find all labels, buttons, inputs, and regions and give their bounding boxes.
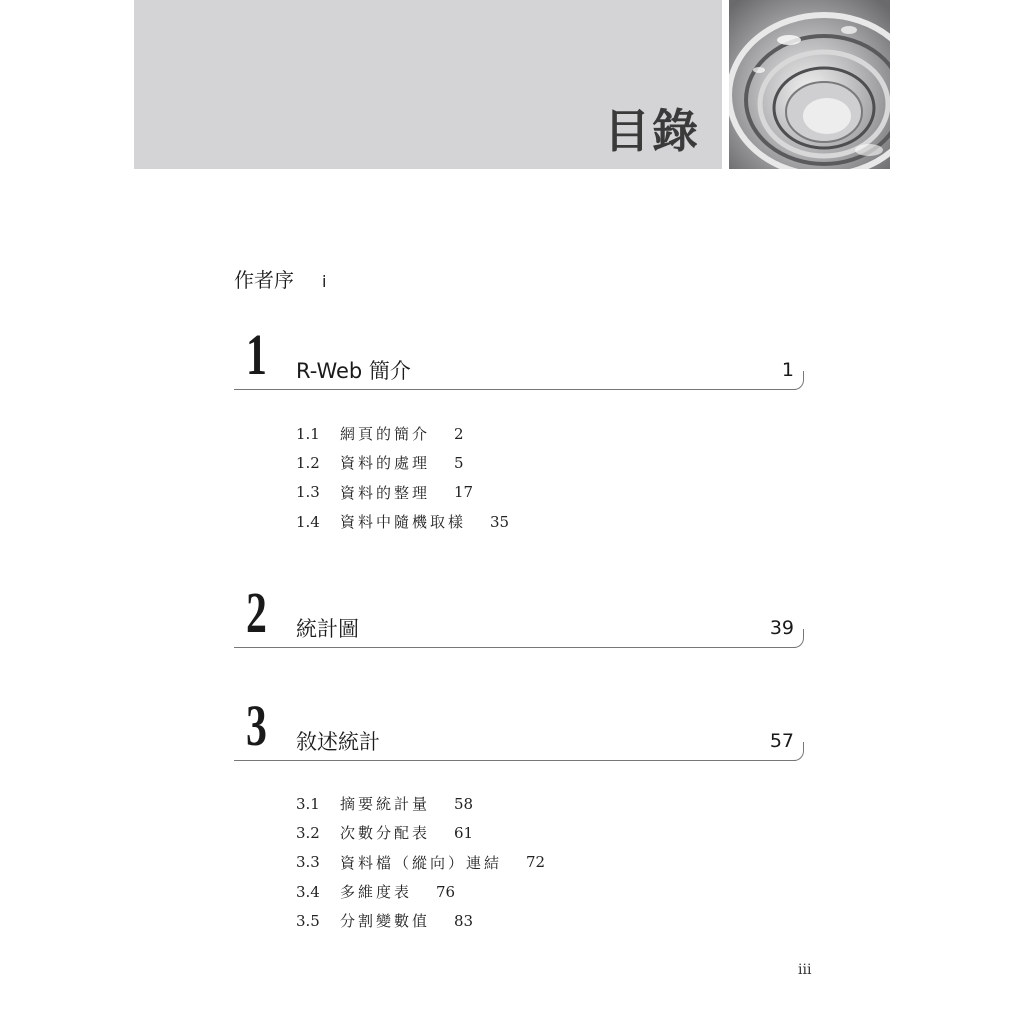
section-number: 1.2	[296, 453, 320, 472]
toc-entry[interactable]	[296, 818, 545, 847]
section-page: 72	[526, 853, 546, 872]
toc-entry[interactable]	[296, 448, 509, 477]
section-page: 58	[454, 794, 474, 813]
toc-entry[interactable]	[296, 789, 545, 818]
toc-preface[interactable]	[234, 264, 326, 293]
glass-bowl-image	[729, 0, 890, 169]
toc-entry[interactable]	[296, 419, 509, 448]
section-number: 1.1	[296, 424, 320, 443]
chapter-rule-curl	[793, 371, 804, 390]
section-title: 網頁的簡介	[340, 425, 431, 444]
section-number: 1.3	[296, 483, 320, 502]
chapter-rule-curl	[793, 629, 804, 648]
section-number: 3.1	[296, 794, 320, 813]
section-number: 3.4	[296, 882, 320, 901]
toc-entry[interactable]	[296, 906, 545, 935]
chapter-rule	[234, 760, 796, 761]
chapter-1-sections	[296, 419, 509, 536]
preface-page: i	[322, 272, 327, 291]
chapter-title: R-Web 簡介	[296, 359, 411, 383]
section-page: 83	[454, 911, 474, 930]
section-page: 35	[490, 512, 510, 531]
chapter-title: 敘述統計	[296, 730, 380, 754]
section-title: 次數分配表	[340, 824, 431, 843]
toc-entry[interactable]	[296, 478, 509, 507]
section-number: 3.3	[296, 853, 320, 872]
section-page: 76	[436, 882, 456, 901]
section-title: 摘要統計量	[340, 795, 431, 814]
toc-entry[interactable]	[296, 877, 545, 906]
preface-title: 作者序	[234, 268, 294, 292]
chapter-page: 57	[769, 730, 794, 752]
chapter-number: 1	[246, 322, 267, 387]
chapter-page: 39	[769, 617, 794, 639]
section-number: 3.2	[296, 823, 320, 842]
page-title: 目錄	[604, 104, 700, 158]
section-title: 資料的處理	[340, 454, 431, 473]
section-page: 17	[454, 483, 474, 502]
section-number: 1.4	[296, 512, 320, 531]
section-title: 資料的整理	[340, 483, 431, 502]
chapter-rule-curl	[793, 742, 804, 761]
chapter-page: 1	[781, 359, 794, 381]
section-page: 61	[454, 823, 474, 842]
chapter-3-heading[interactable]	[234, 693, 804, 761]
toc-entry[interactable]	[296, 507, 509, 536]
header-photo	[729, 0, 890, 169]
chapter-title: 統計圖	[296, 617, 359, 641]
chapter-2-heading[interactable]	[234, 580, 804, 648]
section-title: 分割變數值	[340, 912, 431, 931]
section-page: 5	[454, 453, 464, 472]
section-number: 3.5	[296, 911, 320, 930]
toc-entry[interactable]	[296, 848, 545, 877]
section-title: 資料中隨機取樣	[340, 513, 467, 532]
chapter-rule	[234, 389, 796, 390]
header-banner	[134, 0, 722, 169]
chapter-3-sections	[296, 789, 545, 935]
page-number: iii	[798, 962, 812, 978]
chapter-number: 3	[246, 693, 267, 758]
section-page: 2	[454, 424, 464, 443]
section-title: 資料檔（縱向）連結	[340, 853, 503, 872]
chapter-rule	[234, 647, 796, 648]
section-title: 多維度表	[340, 883, 413, 902]
chapter-number: 2	[246, 580, 267, 645]
chapter-1-heading[interactable]	[234, 322, 804, 390]
